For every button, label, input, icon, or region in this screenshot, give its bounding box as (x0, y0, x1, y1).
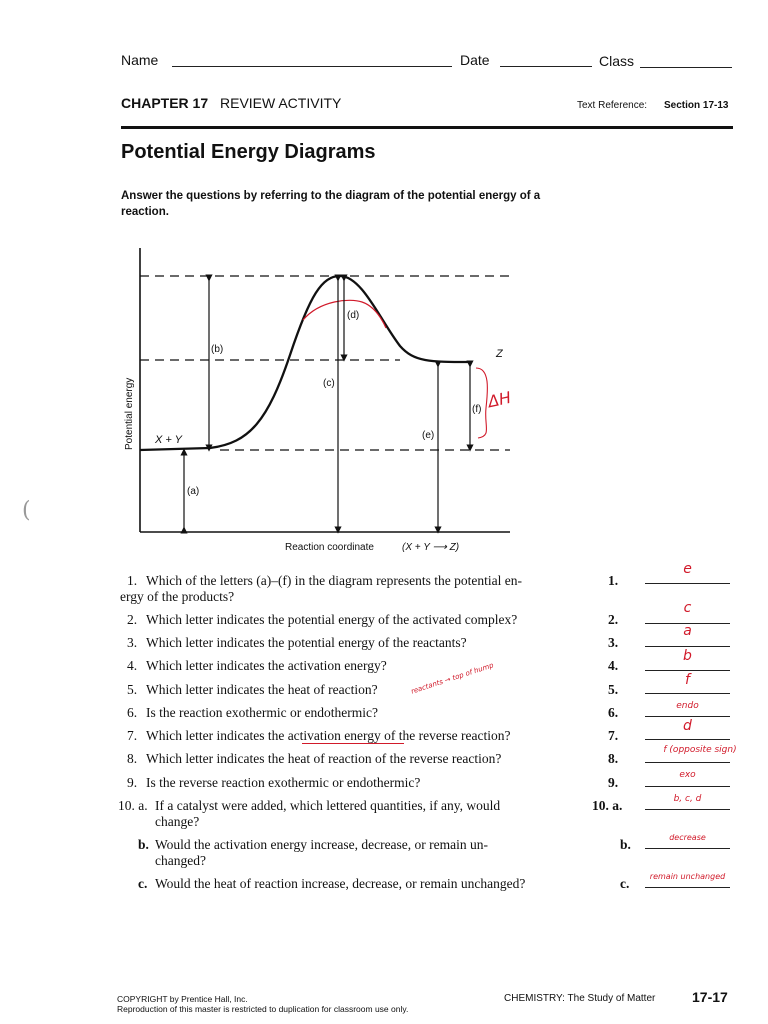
question-text: Would the activation energy increase, decrease, or remain un- (155, 837, 489, 852)
answer-number: 9. (608, 775, 619, 790)
product-label: Z (496, 348, 503, 360)
x-axis-formula: (X + Y ⟶ Z) (402, 542, 460, 553)
y-axis-label: Potential energy (124, 377, 135, 450)
name-field[interactable] (172, 66, 452, 67)
energy-curve (140, 276, 470, 450)
question-number: 3. (127, 635, 138, 650)
instructions: Answer the questions by referring to the diagram of the potential energy of a reaction. (121, 190, 541, 218)
answer-blank[interactable] (645, 762, 730, 763)
name-label: Name (121, 52, 159, 68)
question-text: Which letter indicates the heat of reaction of the reverse reaction? (146, 751, 502, 766)
answer-number: 2. (608, 612, 619, 627)
question-number: 7. (127, 728, 138, 743)
answer-blank[interactable] (645, 670, 730, 671)
question-text: Which of the letters (a)–(f) in the diagram represents the potential en- (146, 573, 522, 588)
label-c: (c) (323, 378, 335, 389)
question-number: 1. (127, 573, 138, 588)
question-text-cont: ergy of the products? (120, 589, 235, 604)
answer-handwritten: c (683, 600, 692, 616)
question-number: b. (138, 837, 149, 852)
question-text: Is the reaction exothermic or endothermic? (146, 705, 379, 720)
answer-blank[interactable] (645, 786, 730, 787)
header (0, 0, 768, 120)
question-text: Would the heat of reaction increase, decrease, or remain unchanged? (155, 876, 526, 891)
answer-handwritten: endo (676, 701, 699, 711)
header-rule (121, 126, 733, 129)
answer-handwritten: b, c, d (673, 794, 702, 804)
answer-number: 10. a. (592, 798, 623, 813)
label-a: (a) (187, 486, 200, 497)
question-text-cont: change? (155, 814, 200, 829)
answer-blank[interactable] (645, 693, 730, 694)
answer-blank[interactable] (645, 739, 730, 740)
margin-note: reactants → top of hump (410, 661, 495, 696)
question-text-cont: changed? (155, 853, 206, 868)
question-text: Which letter indicates the activation energy? (146, 658, 387, 673)
answer-handwritten: remain unchanged (649, 872, 726, 881)
question-number: 5. (127, 682, 138, 697)
answer-blank[interactable] (645, 848, 730, 849)
chapter-number: CHAPTER 17 (121, 95, 209, 111)
book-title: CHEMISTRY: The Study of Matter (504, 993, 656, 1004)
answer-blank[interactable] (645, 809, 730, 810)
question-number: 4. (127, 658, 138, 673)
answer-handwritten: decrease (669, 833, 706, 842)
answer-handwritten: a (683, 623, 692, 639)
label-d: (d) (347, 310, 360, 321)
label-f: (f) (472, 404, 482, 415)
question-text: Which letter indicates the heat of reaction? (146, 682, 378, 697)
question-number: 10. a. (118, 798, 148, 813)
question-text: Which letter indicates the potential energy of the reactants? (146, 635, 467, 650)
class-label: Class (599, 53, 635, 69)
question-text: If a catalyst were added, which lettered quantities, if any, would (155, 798, 501, 813)
question-text: Which letter indicates the potential energy of the activated complex? (146, 612, 518, 627)
dh-bracket (476, 368, 487, 438)
margin-mark: ( (22, 498, 31, 523)
chapter-activity: REVIEW ACTIVITY (220, 95, 342, 111)
answer-handwritten: d (683, 718, 692, 734)
answer-number: 6. (608, 705, 619, 720)
answer-handwritten: exo (679, 770, 696, 780)
answer-number: 1. (608, 573, 619, 588)
reproduction-note: Reproduction of this master is restricted to duplication for classroom use only. (117, 1004, 409, 1014)
question-number: 2. (127, 612, 138, 627)
page-number: 17-17 (692, 989, 728, 1005)
answer-blank[interactable] (645, 887, 730, 888)
answer-handwritten: f (685, 672, 690, 688)
answer-number: 8. (608, 751, 619, 766)
reactants-label: X + Y (155, 434, 183, 446)
date-label: Date (460, 52, 490, 68)
copyright: COPYRIGHT by Prentice Hall, Inc. (117, 994, 248, 1004)
energy-diagram (100, 240, 540, 560)
class-field[interactable] (640, 67, 732, 68)
x-axis-label: Reaction coordinate (285, 542, 374, 553)
answer-number: 5. (608, 682, 619, 697)
answer-number: c. (620, 876, 630, 891)
label-b: (b) (211, 344, 224, 355)
answer-number: 7. (608, 728, 619, 743)
answer-number: 3. (608, 635, 619, 650)
answer-number: b. (620, 837, 631, 852)
question-number: c. (138, 876, 148, 891)
answer-handwritten: e (683, 561, 692, 577)
question-number: 8. (127, 751, 138, 766)
answer-handwritten: f (opposite sign) (663, 745, 737, 755)
answer-blank[interactable] (645, 583, 730, 584)
text-reference-label: Text Reference: (577, 100, 648, 111)
label-e: (e) (422, 430, 435, 441)
date-field[interactable] (500, 66, 592, 67)
answer-blank[interactable] (645, 716, 730, 717)
underline-annotation (302, 743, 404, 744)
question-text: Is the reverse reaction exothermic or endothermic? (146, 775, 421, 790)
answer-handwritten: b (683, 648, 692, 664)
answer-number: 4. (608, 658, 619, 673)
page-title: Potential Energy Diagrams (121, 141, 376, 163)
dh-annotation: ΔH (486, 387, 513, 412)
question-text: Which letter indicates the activation energy of the reverse reaction? (146, 728, 511, 743)
text-reference-value: Section 17-13 (664, 100, 729, 111)
answer-blank[interactable] (645, 646, 730, 647)
question-number: 6. (127, 705, 138, 720)
question-number: 9. (127, 775, 138, 790)
